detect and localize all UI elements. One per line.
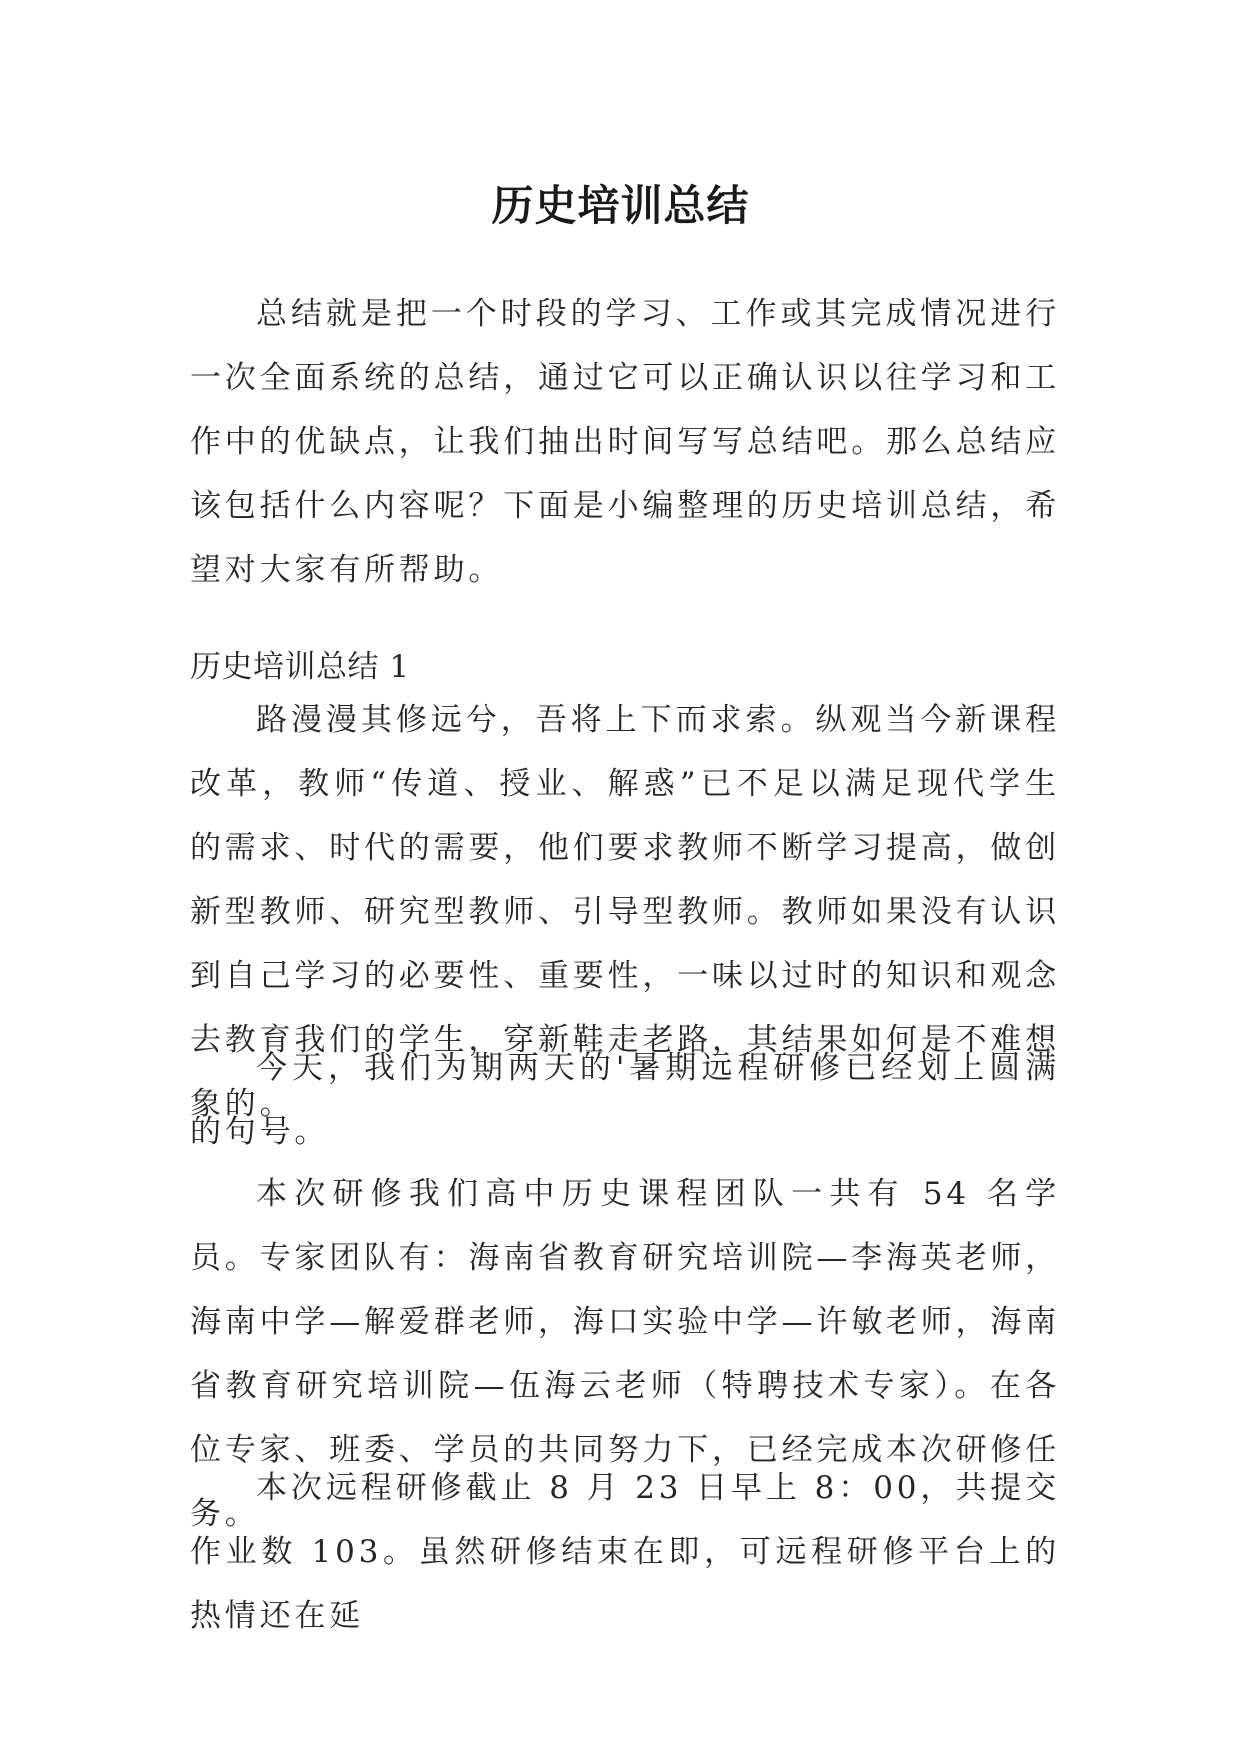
body-paragraph: 路漫漫其修远兮，吾将上下而求索。纵观当今新课程改革，教师“传道、授业、解惑”已不足以满足现代学生的需求、时代的需要，他们要求教师不断学习提高，做创新型教师、研究型教师、引导型教师。教师如果没有认识到自己学习的必要性、重要性，一味以过时的知识和观念去教育我们的学生，穿新鞋走老路，其结果如何是不难想象的。 — [190, 702, 1060, 1122]
document-title: 历史培训总结 — [491, 181, 750, 231]
body-paragraph: 本次研修我们高中历史课程团队一共有 54 名学员。专家团队有：海南省教育研究培训院—李海英老师，海南中学—解爱群老师，海口实验中学—许敏老师，海南省教育研究培训院—伍海云老师（特聘技术专家）。在各位专家、班委、学员的共同努力下，已经完成本次研修任务。 — [190, 1176, 1060, 1532]
body-paragraph: 本次远程研修截止 8 月 23 日早上 8：00，共提交作业数 103。虽然研修结束在即，可远程研修平台上的热情还在延 — [190, 1470, 1060, 1634]
intro-paragraph: 总结就是把一个时段的学习、工作或其完成情况进行一次全面系统的总结，通过它可以正确认识以往学习和工作中的优缺点，让我们抽出时间写写总结吧。那么总结应该包括什么内容呢？下面是小编整理的历史培训总结，希望对大家有所帮助。 — [190, 296, 1060, 588]
section-heading: 历史培训总结 1 — [190, 649, 410, 685]
body-paragraph: 今天，我们为期两天的'暑期远程研修已经划上圆满的句号。 — [190, 1050, 1060, 1150]
